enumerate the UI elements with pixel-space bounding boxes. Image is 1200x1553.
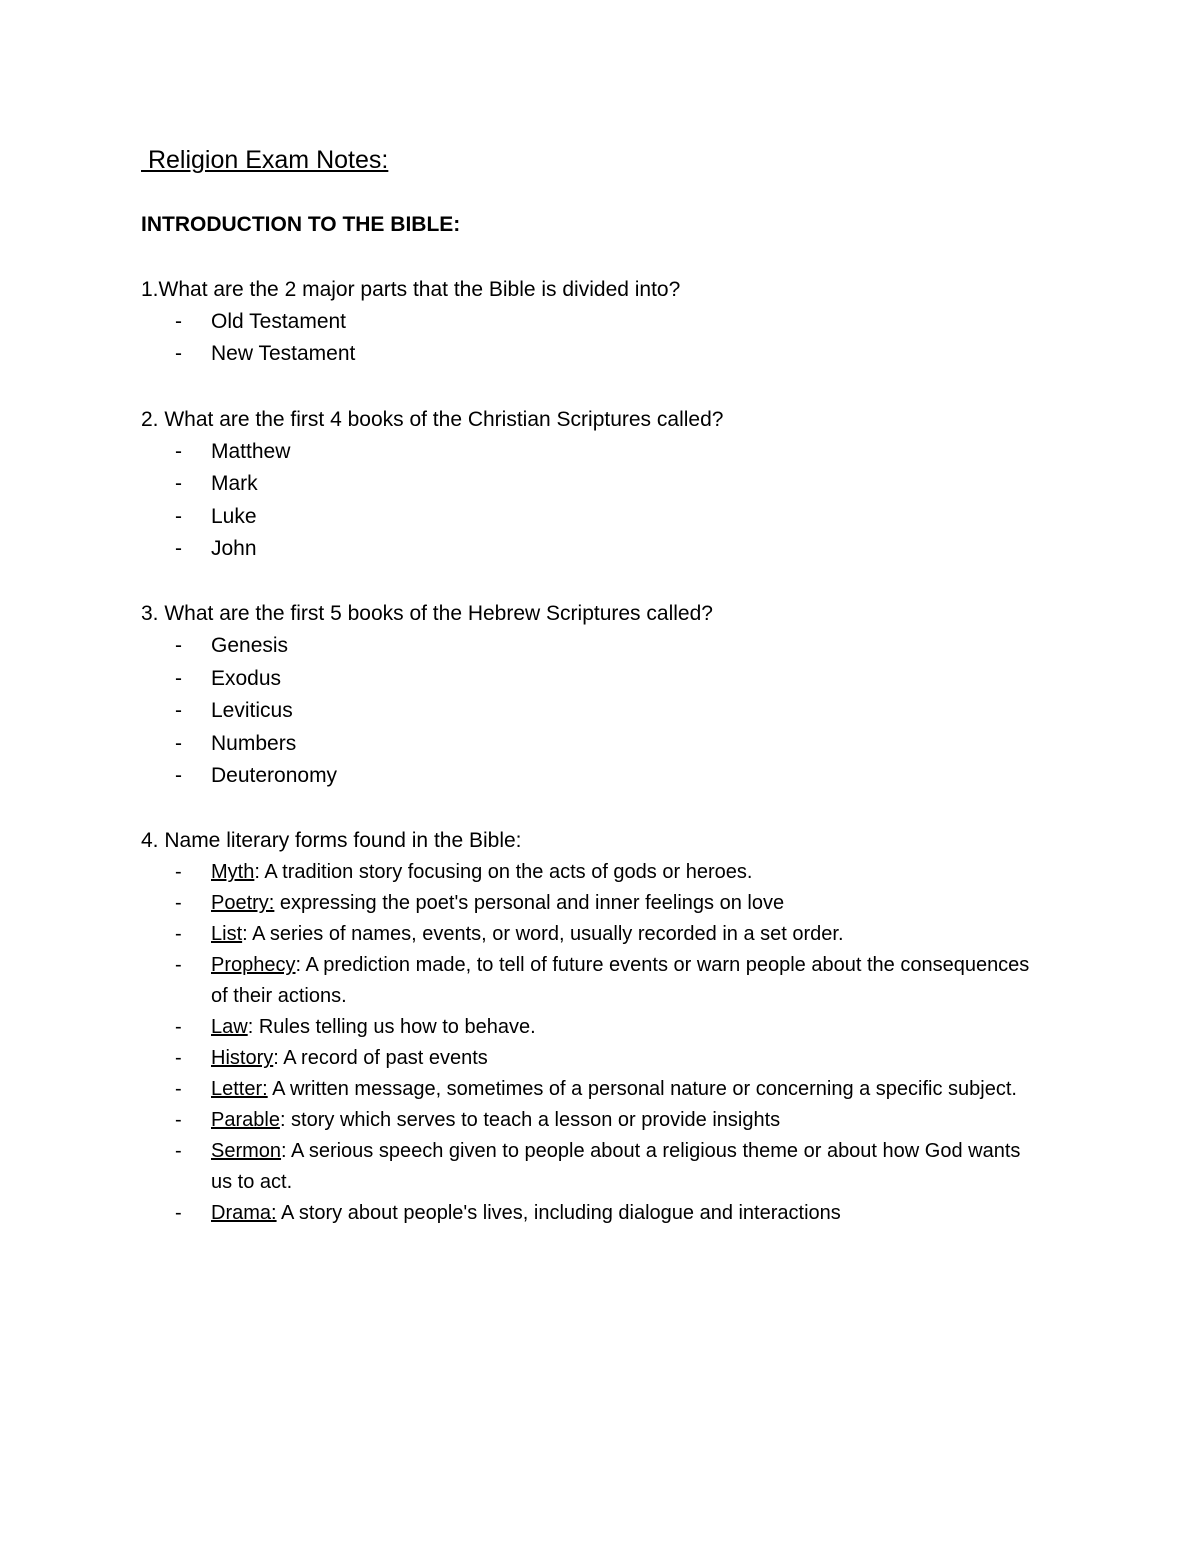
form-definition: A written message, sometimes of a personal nature or concerning a specific subject. bbox=[267, 1078, 1017, 1101]
question-text: 2. What are the first 4 books of the Christian Scriptures called? bbox=[141, 407, 724, 431]
dash-marker: - bbox=[175, 699, 182, 723]
list-item bbox=[141, 857, 1040, 888]
form-definition: : A record of past events bbox=[273, 1047, 488, 1070]
answer-text: Luke bbox=[211, 504, 257, 528]
list-item bbox=[141, 728, 1040, 760]
form-definition: A story about people's lives, including dialogue and interactions bbox=[276, 1202, 841, 1225]
list-item bbox=[141, 501, 1040, 533]
dash-marker: - bbox=[175, 1078, 182, 1101]
form-term: List bbox=[211, 923, 243, 946]
list-item bbox=[141, 306, 1040, 338]
dash-marker: - bbox=[175, 954, 182, 977]
answer-list bbox=[141, 306, 1040, 371]
list-item bbox=[141, 1012, 1040, 1043]
question-text: 3. What are the first 5 books of the Hebrew Scriptures called? bbox=[141, 602, 713, 626]
dash-marker: - bbox=[175, 439, 182, 463]
dash-marker: - bbox=[175, 892, 182, 915]
form-definition: : A tradition story focusing on the acts of gods or heroes. bbox=[254, 861, 753, 884]
answer-text: Exodus bbox=[211, 666, 282, 690]
dash-marker: - bbox=[175, 1047, 182, 1070]
list-item bbox=[141, 919, 1040, 950]
answer-text: John bbox=[211, 537, 257, 561]
list-item bbox=[141, 1105, 1040, 1136]
list-item bbox=[141, 950, 1040, 1012]
dash-marker: - bbox=[175, 634, 182, 658]
question-block-3 bbox=[141, 598, 1040, 792]
question-text: 4. Name literary forms found in the Bible: bbox=[141, 829, 522, 853]
form-term: Poetry: bbox=[211, 892, 275, 915]
form-definition: : A serious speech given to people about a religious theme or about how God wants us to act. bbox=[211, 1140, 1021, 1194]
form-definition: : Rules telling us how to behave. bbox=[247, 1016, 536, 1039]
question-text: 1.What are the 2 major parts that the Bible is divided into? bbox=[141, 278, 681, 301]
dash-marker: - bbox=[175, 342, 182, 366]
form-term: Law bbox=[211, 1016, 248, 1039]
answer-text: Mark bbox=[211, 472, 258, 496]
dash-marker: - bbox=[175, 472, 182, 496]
question-block-4 bbox=[141, 825, 1040, 1229]
literary-forms-list bbox=[141, 857, 1040, 1229]
section-heading: INTRODUCTION TO THE BIBLE: bbox=[141, 213, 461, 236]
dash-marker: - bbox=[175, 923, 182, 946]
dash-marker: - bbox=[175, 1016, 182, 1039]
form-term: Parable bbox=[211, 1109, 280, 1132]
form-definition: : A prediction made, to tell of future events or warn people about the consequences of their actions. bbox=[211, 954, 1030, 1008]
form-term: Drama: bbox=[211, 1202, 277, 1225]
form-term: Letter: bbox=[211, 1078, 268, 1101]
dash-marker: - bbox=[175, 1202, 182, 1225]
form-term: History bbox=[211, 1047, 274, 1070]
answer-text: New Testament bbox=[211, 342, 356, 366]
answer-text: Genesis bbox=[211, 634, 289, 658]
dash-marker: - bbox=[175, 310, 182, 333]
list-item bbox=[141, 468, 1040, 500]
list-item bbox=[141, 1074, 1040, 1105]
dash-marker: - bbox=[175, 731, 182, 755]
list-item bbox=[141, 533, 1040, 565]
dash-marker: - bbox=[175, 666, 182, 690]
list-item bbox=[141, 436, 1040, 468]
list-item bbox=[141, 663, 1040, 695]
list-item bbox=[141, 1043, 1040, 1074]
list-item bbox=[141, 760, 1040, 792]
dash-marker: - bbox=[175, 1109, 182, 1132]
list-item bbox=[141, 1198, 1040, 1229]
question-block-1 bbox=[141, 274, 1040, 371]
dash-marker: - bbox=[175, 504, 182, 528]
form-definition: : story which serves to teach a lesson or provide insights bbox=[279, 1109, 781, 1132]
answer-text: Numbers bbox=[211, 731, 297, 755]
list-item bbox=[141, 1136, 1040, 1198]
list-item bbox=[141, 630, 1040, 662]
answer-list bbox=[141, 630, 1040, 792]
list-item bbox=[141, 695, 1040, 727]
form-definition: : A series of names, events, or word, usually recorded in a set order. bbox=[242, 923, 844, 946]
dash-marker: - bbox=[175, 1140, 182, 1163]
page-title: Religion Exam Notes: bbox=[141, 146, 389, 174]
list-item bbox=[141, 888, 1040, 919]
form-term: Prophecy bbox=[211, 954, 296, 977]
form-term: Sermon bbox=[211, 1140, 282, 1163]
dash-marker: - bbox=[175, 537, 182, 561]
dash-marker: - bbox=[175, 764, 182, 788]
answer-text: Leviticus bbox=[211, 699, 293, 723]
form-definition: expressing the poet's personal and inner feelings on love bbox=[274, 892, 785, 915]
question-block-2 bbox=[141, 404, 1040, 566]
list-item bbox=[141, 338, 1040, 370]
form-term: Myth bbox=[211, 861, 255, 884]
answer-text: Deuteronomy bbox=[211, 764, 338, 788]
dash-marker: - bbox=[175, 861, 182, 884]
answer-text: Matthew bbox=[211, 439, 291, 463]
answer-text: Old Testament bbox=[211, 310, 347, 333]
answer-list bbox=[141, 436, 1040, 566]
